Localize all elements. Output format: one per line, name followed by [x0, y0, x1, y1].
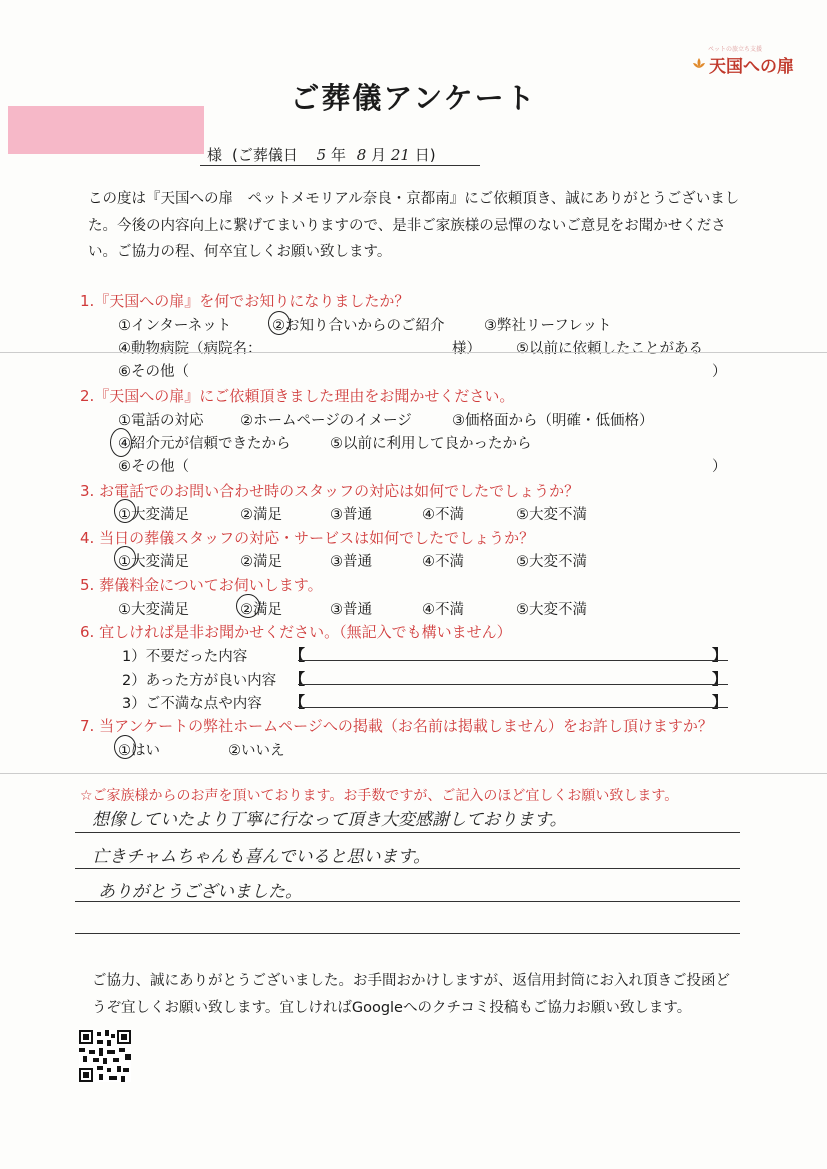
q5-option-4[interactable]: ④不満: [422, 602, 464, 618]
comments-heading: ☆ご家族様からのお声を頂いております。お手数ですが、ご記入のほど宜しくお願い致します。: [80, 788, 679, 804]
page-title: ご葬儀アンケート: [290, 81, 537, 115]
bracket-open: 【: [290, 693, 306, 711]
date-year: 5: [316, 146, 327, 164]
q2-option-6[interactable]: ⑥その他（: [118, 459, 189, 475]
comment-line-2: 亡きチャムちゃんも喜んでいると思います。: [92, 847, 431, 867]
selection-circle: [114, 546, 136, 570]
selection-circle: [114, 735, 136, 759]
q2-option-4[interactable]: ④紹介元が信頼できたから: [118, 436, 291, 452]
bracket-close: 】: [712, 693, 728, 711]
answer-line-1[interactable]: [298, 660, 728, 661]
logo-tagline: ペットの旅立ち支援: [708, 46, 763, 53]
question-7: 7. 当アンケートの弊社ホームページへの掲載（お名前は掲載しません）をお許し頂けますか？: [80, 717, 713, 735]
q2-option-1[interactable]: ①電話の対応: [118, 413, 204, 429]
intro-paragraph: この度は『天国への扉 ペットメモリアル奈良・京都南』にご依頼頂き、誠にありがとうございました。今後の内容向上に繋げてまいりますので、是非ご家族様の忌憚のないご意見をお聞かせください。ご協力の程、何卒宜しくお願い致します。: [88, 191, 740, 260]
lotus-icon: [692, 56, 706, 70]
q1-option-6-close: ）: [712, 364, 727, 380]
q5-option-5[interactable]: ⑤大変不満: [516, 602, 587, 618]
fold-line: [0, 773, 827, 774]
q3-option-2[interactable]: ②満足: [240, 507, 282, 523]
q3-option-5[interactable]: ⑤大変不満: [516, 507, 587, 523]
q1-option-5[interactable]: ⑤以前に依頼したことがある: [516, 341, 703, 357]
q4-option-2[interactable]: ②満足: [240, 554, 282, 570]
q4-option-1[interactable]: ①大変満足: [118, 554, 189, 570]
q3-option-3[interactable]: ③普通: [330, 507, 372, 523]
q1-option-3[interactable]: ③弊社リーフレット: [484, 318, 612, 334]
date-day-unit: 日): [414, 146, 436, 164]
question-1: 1.『天国への扉』を何でお知りになりましたか？: [80, 292, 410, 310]
q2-option-5[interactable]: ⑤以前に利用して良かったから: [330, 436, 532, 452]
q5-option-3[interactable]: ③普通: [330, 602, 372, 618]
comment-rule-4[interactable]: [75, 933, 740, 934]
selection-circle: [114, 499, 136, 523]
q2-option-3[interactable]: ③価格面から（明確・低価格）: [452, 413, 654, 429]
selection-circle: [236, 594, 260, 618]
q7-option-2[interactable]: ②いいえ: [228, 743, 285, 759]
selection-circle: [268, 311, 290, 335]
brand-logo: [692, 44, 802, 80]
q5-option-2[interactable]: ②満足: [240, 602, 282, 618]
comment-rule-2[interactable]: [75, 868, 740, 869]
q4-option-5[interactable]: ⑤大変不満: [516, 554, 587, 570]
answer-line-3[interactable]: [298, 707, 728, 708]
comment-line-1: 想像していたより丁寧に行なって頂き大変感謝しております。: [92, 810, 567, 830]
closing-paragraph: ご協力、誠にありがとうございました。お手間おかけしますが、返信用封筒にお入れ頂きご投函どうぞ宜しくお願い致します。宜しければGoogleへのクチコミ投稿もご協力お願い致します。: [92, 973, 730, 1016]
date-day: 21: [390, 146, 410, 164]
answer-line-2[interactable]: [298, 684, 728, 685]
question-5: 5. 葬儀料金についてお伺いします。: [80, 576, 323, 594]
q1-option-4[interactable]: ④動物病院（病院名：: [118, 341, 262, 357]
q1-option-2[interactable]: ②お知り合いからのご紹介: [272, 318, 445, 334]
date-year-unit: 年: [330, 146, 346, 164]
q7-option-1[interactable]: ①はい: [118, 743, 160, 759]
comment-rule-1[interactable]: [75, 832, 740, 833]
question-4: 4. 当日の葬儀スタッフの対応・サービスは如何でしたでしょうか？: [80, 529, 535, 547]
q3-option-4[interactable]: ④不満: [422, 507, 464, 523]
qr-code-icon[interactable]: [79, 1030, 131, 1082]
logo-name: 天国への扉: [709, 57, 794, 77]
bracket-close: 】: [712, 646, 728, 664]
date-label: [232, 144, 436, 165]
date-open: (ご葬儀日: [232, 146, 298, 164]
q6-sub-1: 1）不要だった内容: [122, 649, 248, 665]
redacted-name: [8, 106, 204, 154]
q2-option-2[interactable]: ②ホームページのイメージ: [240, 413, 412, 429]
bracket-close: 】: [712, 670, 728, 688]
q4-option-3[interactable]: ③普通: [330, 554, 372, 570]
q3-option-1[interactable]: ①大変満足: [118, 507, 189, 523]
q6-sub-2: 2）あった方が良い内容: [122, 673, 277, 689]
bracket-open: 【: [290, 646, 306, 664]
q5-option-1[interactable]: ①大変満足: [118, 602, 189, 618]
q2-option-6-close: ）: [712, 459, 727, 475]
bracket-open: 【: [290, 670, 306, 688]
name-underline: [200, 165, 480, 166]
q1-option-4-end: 様）: [452, 341, 481, 357]
honorific: 様: [207, 146, 223, 164]
question-3: 3. お電話でのお問い合わせ時のスタッフの対応は如何でしたでしょうか？: [80, 482, 580, 500]
q4-option-4[interactable]: ④不満: [422, 554, 464, 570]
question-6: 6. 宜しければ是非お聞かせください。（無記入でも構いません）: [80, 623, 512, 641]
comment-line-3: ありがとうございました。: [98, 882, 302, 902]
date-month-unit: 月: [371, 146, 387, 164]
q1-option-6[interactable]: ⑥その他（: [118, 364, 189, 380]
q6-sub-3: 3）ご不満な点や内容: [122, 696, 262, 712]
question-2: 2.『天国への扉』にご依頼頂きました理由をお聞かせください。: [80, 387, 515, 405]
fold-line: [0, 352, 827, 353]
selection-circle: [110, 428, 132, 457]
date-month: 8: [356, 146, 367, 164]
q1-option-1[interactable]: ①インターネット: [118, 318, 232, 334]
comment-rule-3[interactable]: [75, 901, 740, 902]
